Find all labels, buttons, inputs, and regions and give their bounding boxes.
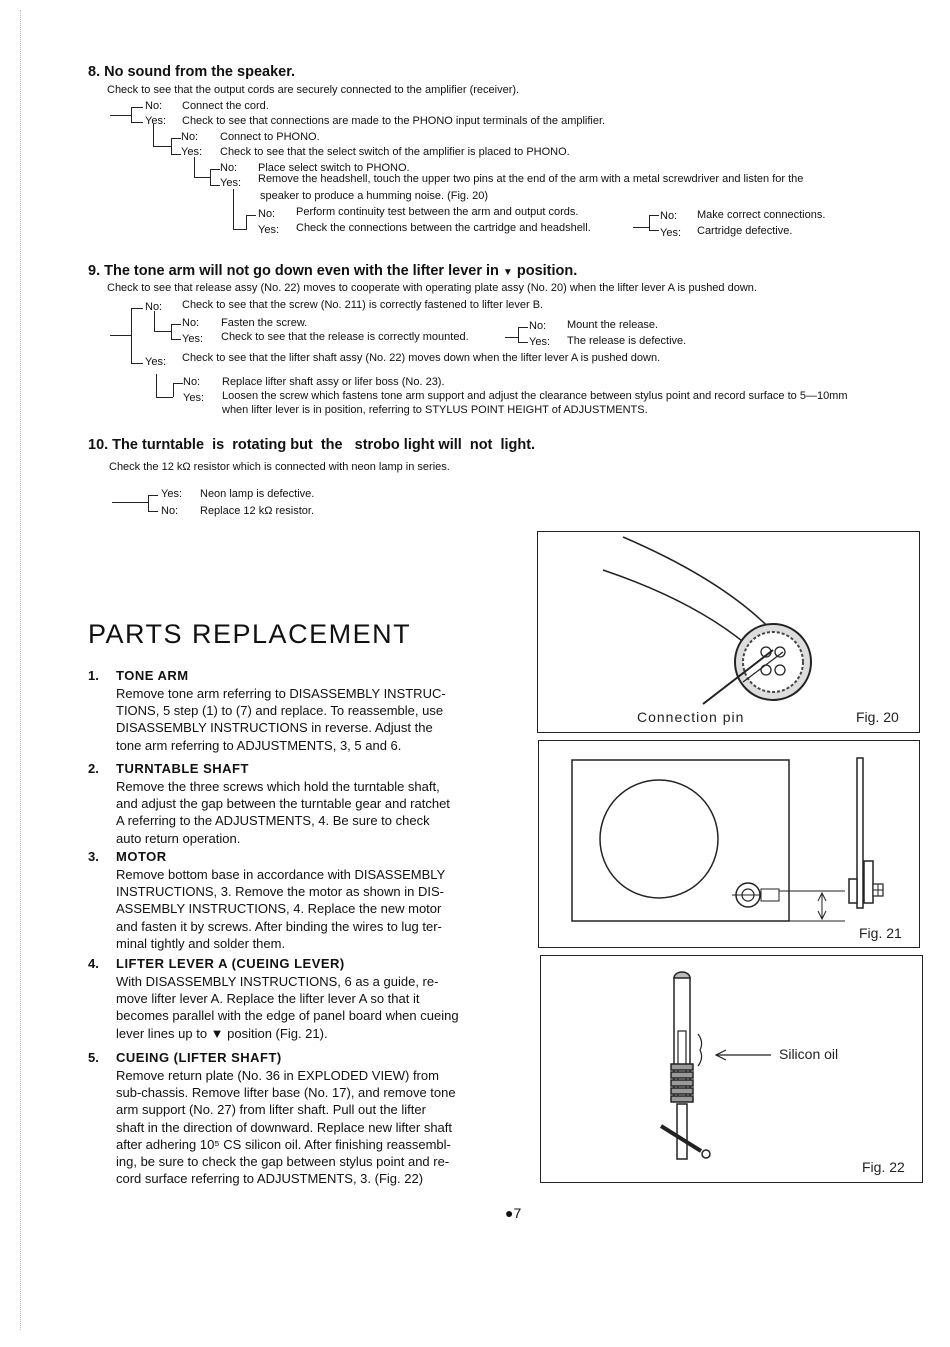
bracket xyxy=(112,502,148,503)
l2-yes-key: Yes: xyxy=(181,146,203,158)
bracket xyxy=(171,339,181,340)
c-no-key: No: xyxy=(529,320,547,332)
parts-item-body xyxy=(116,685,496,754)
parts-item xyxy=(88,1050,496,1190)
bracket xyxy=(633,227,649,228)
bracket xyxy=(131,122,143,123)
d-no-key: No: xyxy=(183,376,201,388)
figure-20 xyxy=(537,531,920,733)
parts-item-body xyxy=(116,973,496,1042)
d-yes-key: Yes: xyxy=(183,392,205,404)
body-line: move lifter lever A. Replace the lifter lever A so that it xyxy=(116,991,420,1007)
lever-down-icon: ▼ xyxy=(502,267,513,278)
l3-yes-text-2: speaker to produce a humming noise. (Fig. 20) xyxy=(260,190,489,202)
parts-item-number: 4. xyxy=(88,956,99,971)
parts-item-body xyxy=(116,866,496,952)
bracket xyxy=(210,169,220,170)
bracket xyxy=(153,124,154,146)
silicon-oil-label: Silicon oil xyxy=(779,1046,839,1062)
bracket xyxy=(171,138,181,139)
section-9-title xyxy=(88,263,577,279)
body-line: Remove bottom base in accordance with DISASSEMBLY xyxy=(116,867,446,882)
parts-item xyxy=(88,668,496,761)
parts-item-body xyxy=(116,1067,496,1187)
bracket xyxy=(649,215,659,216)
c-no-text: Mount the release. xyxy=(567,319,659,331)
page-number: ●7 xyxy=(505,1205,522,1221)
parts-item xyxy=(88,956,496,1050)
body-line: DISASSEMBLY INSTRUCTIONS in reverse. Adjust the xyxy=(116,720,433,736)
bracket xyxy=(153,146,171,147)
figure-21 xyxy=(538,740,920,948)
s10-yes-key: Yes: xyxy=(161,488,183,500)
bracket xyxy=(210,185,220,186)
bracket xyxy=(148,511,158,512)
body-line: lever lines up to ▼ position (Fig. 21). xyxy=(116,1025,328,1041)
s10-no-key: No: xyxy=(161,505,179,517)
s10-no-text: Replace 12 kΩ resistor. xyxy=(200,505,314,517)
body-line: and fasten it by screws. After binding the wires to lug ter- xyxy=(116,918,442,934)
c-yes-key: Yes: xyxy=(529,336,551,348)
bracket xyxy=(173,383,183,384)
section-8-title: 8. No sound from the speaker. xyxy=(88,64,296,80)
l4-no-text: Perform continuity test between the arm and output cords. xyxy=(296,206,579,218)
bracket xyxy=(173,383,174,397)
body-line: becomes parallel with the edge of panel board when cueing xyxy=(116,1008,459,1024)
bracket xyxy=(649,230,659,231)
bracket xyxy=(518,342,528,343)
parts-item xyxy=(88,849,496,956)
l1-no-key: No: xyxy=(145,100,163,112)
l4-no-key: No: xyxy=(258,208,276,220)
bracket xyxy=(171,138,172,154)
bracket xyxy=(154,331,171,332)
body-line: tone arm referring to ADJUSTMENTS, 3, 5 and 6. xyxy=(116,737,402,753)
parts-item-number: 1. xyxy=(88,668,99,683)
parts-item-number: 2. xyxy=(88,761,99,776)
bracket xyxy=(131,308,132,363)
bracket xyxy=(148,495,149,511)
l3-no-key: No: xyxy=(220,162,238,174)
parts-item-heading: MOTOR xyxy=(116,849,167,864)
a-no-key: No: xyxy=(145,301,163,313)
bracket xyxy=(649,215,650,230)
l2-yes-text: Check to see that the select switch of the amplifier is placed to PHONO. xyxy=(220,146,570,158)
figure-22 xyxy=(540,955,923,1183)
b-yes-text: Check to see that the release is correctly mounted. xyxy=(221,331,469,343)
body-line: Remove tone arm referring to DISASSEMBLY INSTRUC- xyxy=(116,686,446,701)
l3-yes-text: Remove the headshell, touch the upper two pins at the end of the arm with a metal screwdriver and listen for the xyxy=(258,173,804,185)
fig-21-caption: Fig. 21 xyxy=(859,925,902,941)
bracket xyxy=(233,189,234,229)
parts-replacement-title: PARTS REPLACEMENT xyxy=(88,619,412,649)
bracket xyxy=(246,215,247,230)
bracket xyxy=(110,115,131,116)
body-line: shaft in the direction of downward. Replace new lifter shaft xyxy=(116,1119,453,1135)
section-9-intro: Check to see that release assy (No. 22) moves to cooperate with operating plate assy (No. 20) when the lifter lever A is pushed down. xyxy=(107,282,757,294)
fig-22-caption: Fig. 22 xyxy=(862,1159,905,1175)
bracket xyxy=(518,327,528,328)
l5-yes-key: Yes: xyxy=(660,227,682,239)
lifter-lever-illustration xyxy=(539,741,919,947)
body-line: auto return operation. xyxy=(116,830,241,846)
bracket xyxy=(171,324,172,339)
bracket xyxy=(171,324,181,325)
body-line: arm support (No. 27) from lifter shaft. Pull out the lifter xyxy=(116,1102,426,1118)
parts-item-heading: TURNTABLE SHAFT xyxy=(116,761,249,776)
d-yes-text: Loosen the screw which fastens tone arm support and adjust the clearance between stylus point and record surface to 5—10mm xyxy=(222,390,848,402)
body-line: INSTRUCTIONS, 3. Remove the motor as shown in DIS- xyxy=(116,884,444,900)
d-no-text: Replace lifter shaft assy or lifer boss (No. 23). xyxy=(222,376,445,388)
b-no-text: Fasten the screw. xyxy=(221,317,308,329)
connection-pin-label: Connection pin xyxy=(637,709,745,725)
l2-no-key: No: xyxy=(181,131,199,143)
tone-arm-end-illustration xyxy=(538,532,919,732)
bracket xyxy=(171,154,181,155)
a-yes-text: Check to see that the lifter shaft assy (No. 22) moves down when the lifter lever A is pushed down. xyxy=(182,352,661,364)
bracket xyxy=(194,177,210,178)
l1-no-text: Connect the cord. xyxy=(182,100,269,112)
bracket xyxy=(210,169,211,185)
bracket xyxy=(233,229,246,230)
section-9-title-a: 9. The tone arm will not go down even with the lifter lever in xyxy=(88,263,499,279)
bracket xyxy=(156,397,173,398)
bracket xyxy=(131,308,143,309)
bracket xyxy=(131,107,143,108)
d-yes-text-2: when lifter lever is in position, referring to STYLUS POINT HEIGHT of ADJUSTMENTS. xyxy=(222,404,648,416)
section-9-title-b: position. xyxy=(516,263,578,279)
body-line: Remove return plate (No. 36 in EXPLODED VIEW) from xyxy=(116,1068,439,1083)
parts-item-heading: CUEING (LIFTER SHAFT) xyxy=(116,1050,282,1065)
l1-yes-key: Yes: xyxy=(145,115,167,127)
page-margin-line xyxy=(20,10,21,1330)
bracket xyxy=(131,363,143,364)
parts-item-heading: LIFTER LEVER A (CUEING LEVER) xyxy=(116,956,345,971)
l1-yes-text: Check to see that connections are made to the PHONO input terminals of the amplifier. xyxy=(182,115,606,127)
l5-no-key: No: xyxy=(660,210,678,222)
body-line: ASSEMBLY INSTRUCTIONS, 4. Replace the new motor xyxy=(116,901,442,917)
body-line: Remove the three screws which hold the turntable shaft, xyxy=(116,779,440,794)
b-no-key: No: xyxy=(182,317,200,329)
body-line: A referring to the ADJUSTMENTS, 4. Be sure to check xyxy=(116,813,430,829)
parts-item-body xyxy=(116,778,496,847)
l5-yes-text: Cartridge defective. xyxy=(697,225,793,237)
bracket xyxy=(505,337,518,338)
bracket xyxy=(194,157,195,177)
parts-item-heading: TONE ARM xyxy=(116,668,189,683)
bracket xyxy=(110,335,131,336)
section-10-intro: Check the 12 kΩ resistor which is connected with neon lamp in series. xyxy=(109,461,450,473)
l4-yes-key: Yes: xyxy=(258,224,280,236)
parts-item xyxy=(88,761,496,849)
body-line: ing, be sure to check the gap between stylus point and re- xyxy=(116,1154,450,1170)
parts-list xyxy=(88,668,496,1190)
body-line: TIONS, 5 step (1) to (7) and replace. To reassemble, use xyxy=(116,703,444,719)
l3-yes-key: Yes: xyxy=(220,177,242,189)
lifter-shaft-illustration xyxy=(541,956,922,1182)
parts-item-number: 3. xyxy=(88,849,99,864)
body-line: and adjust the gap between the turntable gear and ratchet xyxy=(116,796,450,812)
l3-no-text: Place select switch to PHONO. xyxy=(258,162,410,174)
section-10-title: 10. The turntable is rotating but the strobo light will not light. xyxy=(88,437,536,453)
body-line: cord surface referring to ADJUSTMENTS, 3. (Fig. 22) xyxy=(116,1171,424,1187)
a-yes-key: Yes: xyxy=(145,356,167,368)
l4-yes-text: Check the connections between the cartridge and headshell. xyxy=(296,222,591,234)
bracket xyxy=(131,107,132,122)
a-no-text: Check to see that the screw (No. 211) is correctly fastened to lifter lever B. xyxy=(182,299,544,311)
b-yes-key: Yes: xyxy=(182,333,204,345)
s10-yes-text: Neon lamp is defective. xyxy=(200,488,315,500)
bracket xyxy=(246,215,256,216)
c-yes-text: The release is defective. xyxy=(567,335,687,347)
l5-no-text: Make correct connections. xyxy=(697,209,826,221)
bracket xyxy=(518,327,519,342)
bracket xyxy=(156,374,157,397)
body-line: after adhering 10⁵ CS silicon oil. After finishing reassembl- xyxy=(116,1136,451,1152)
body-line: sub-chassis. Remove lifter base (No. 17), and remove tone xyxy=(116,1085,456,1101)
parts-item-number: 5. xyxy=(88,1050,99,1065)
body-line: With DISASSEMBLY INSTRUCTIONS, 6 as a guide, re- xyxy=(116,974,439,989)
body-line: minal tightly and solder them. xyxy=(116,935,286,951)
l2-no-text: Connect to PHONO. xyxy=(220,131,320,143)
section-8-intro: Check to see that the output cords are securely connected to the amplifier (receiver). xyxy=(107,84,520,96)
fig-20-caption: Fig. 20 xyxy=(856,709,899,725)
bracket xyxy=(148,495,158,496)
bracket xyxy=(154,311,155,331)
